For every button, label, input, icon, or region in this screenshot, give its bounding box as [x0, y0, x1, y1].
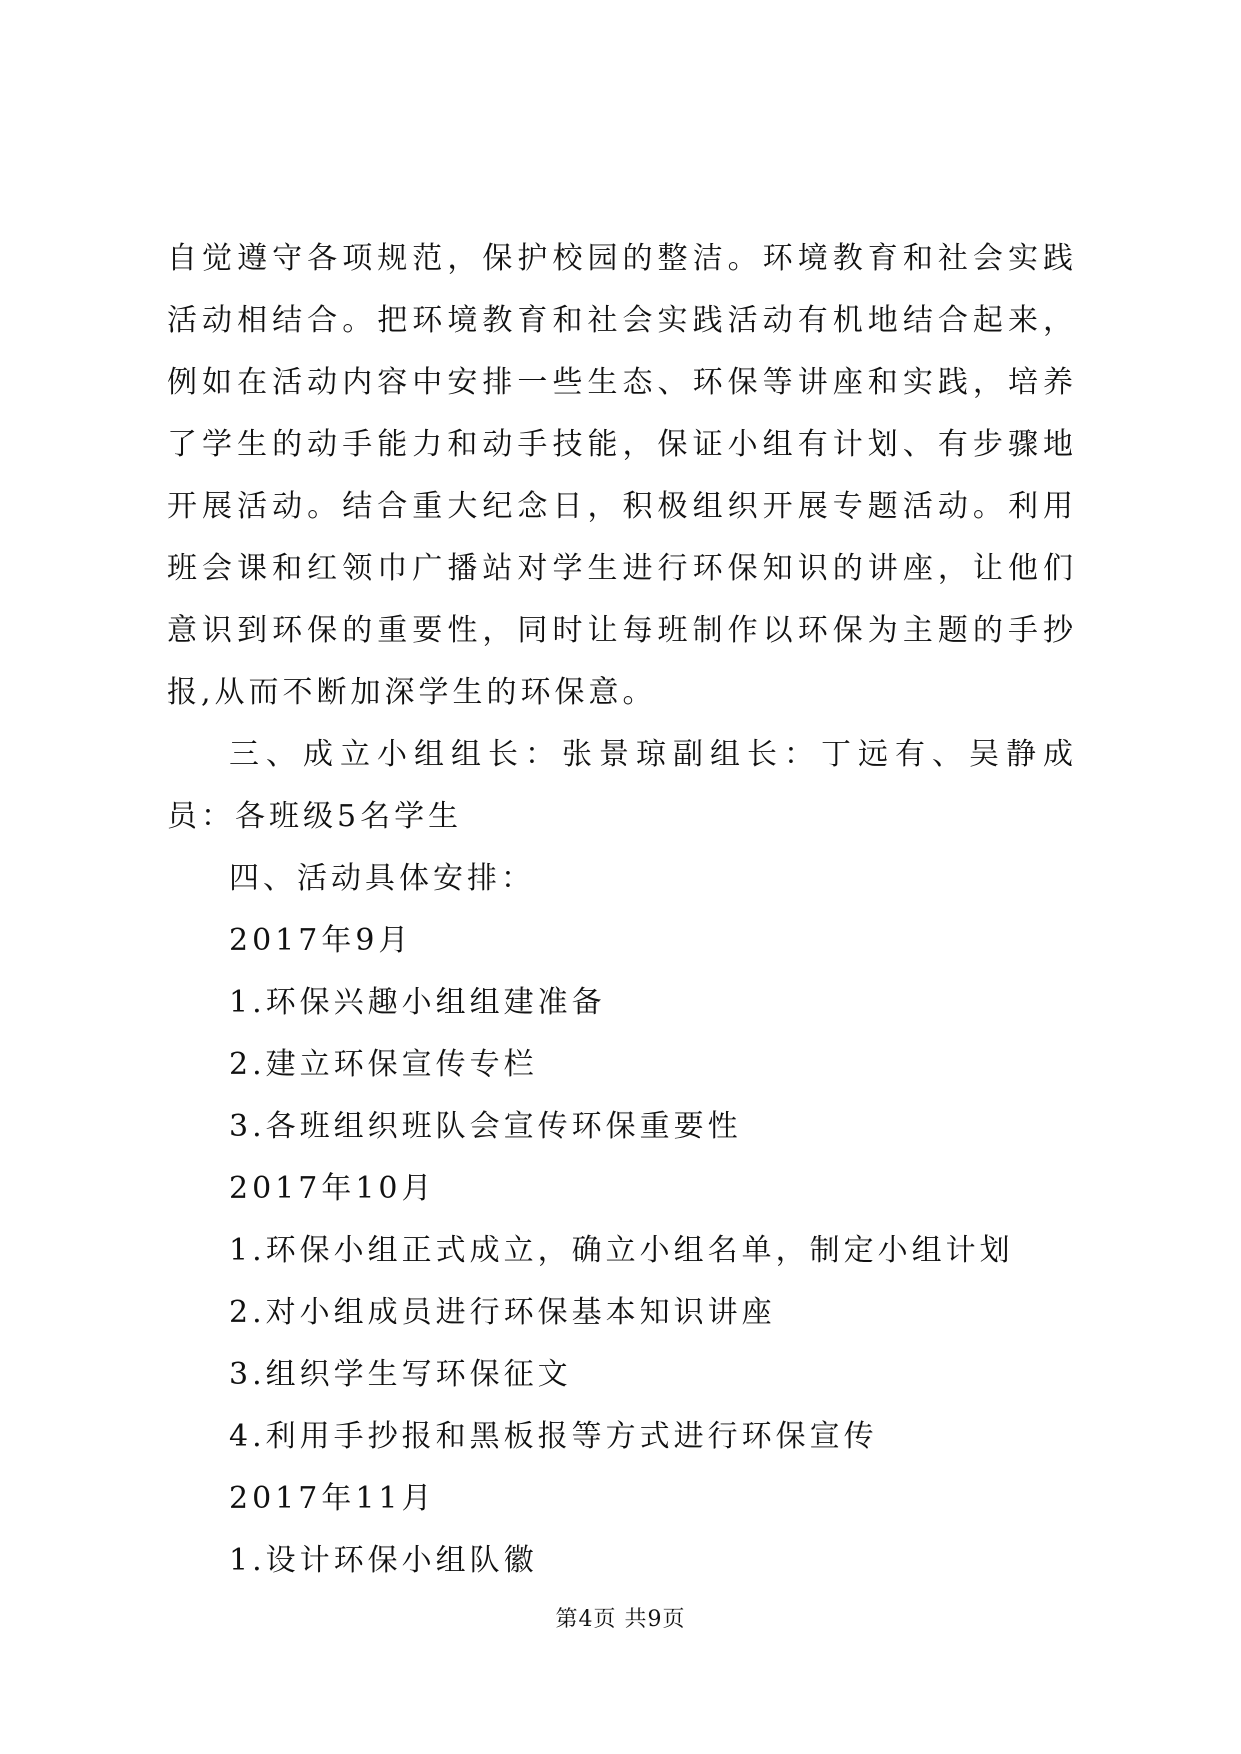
- section-four-heading: 四、活动具体安排：: [229, 861, 535, 896]
- paragraph-continuation: 自觉遵守各项规范，保护校园的整洁。环境教育和社会实践活动相结合。把环境教育和社会实践活动有机地结合起来，例如在活动内容中安排一些生态、环保等讲座和实践，培养了学生的动手能力和动手技能，保证小组有计划、有步骤地开展活动。结合重大纪念日，积极组织开展专题活动。利用班会课和红领巾广播站对学生进行环保知识的讲座，让他们意识到环保的重要性，同时让每班制作以环保为主题的手抄报,从而不断加深学生的环保意。: [167, 241, 1077, 710]
- list-item: 2.建立环保宣传专栏: [229, 1047, 538, 1082]
- month-heading-september: 2017年9月: [229, 923, 413, 958]
- list-item: 1.环保小组正式成立，确立小组名单，制定小组计划: [229, 1233, 1014, 1268]
- list-item: 1.设计环保小组队徽: [229, 1543, 538, 1578]
- month-heading-october: 2017年10月: [229, 1171, 436, 1206]
- month-heading-november: 2017年11月: [229, 1481, 436, 1516]
- section-three-heading: 三、成立小组组长：张景琼副组长：丁远有、吴静成员：各班级5名学生: [167, 737, 1077, 834]
- list-item: 4.利用手抄报和黑板报等方式进行环保宣传: [229, 1419, 878, 1454]
- list-item: 2.对小组成员进行环保基本知识讲座: [229, 1295, 776, 1330]
- document-body: [167, 228, 1077, 1592]
- page-footer: 第4页 共9页: [555, 1607, 686, 1632]
- list-item: 3.组织学生写环保征文: [229, 1357, 572, 1392]
- list-item: 1.环保兴趣小组组建准备: [229, 985, 606, 1020]
- list-item: 3.各班组织班队会宣传环保重要性: [229, 1109, 742, 1144]
